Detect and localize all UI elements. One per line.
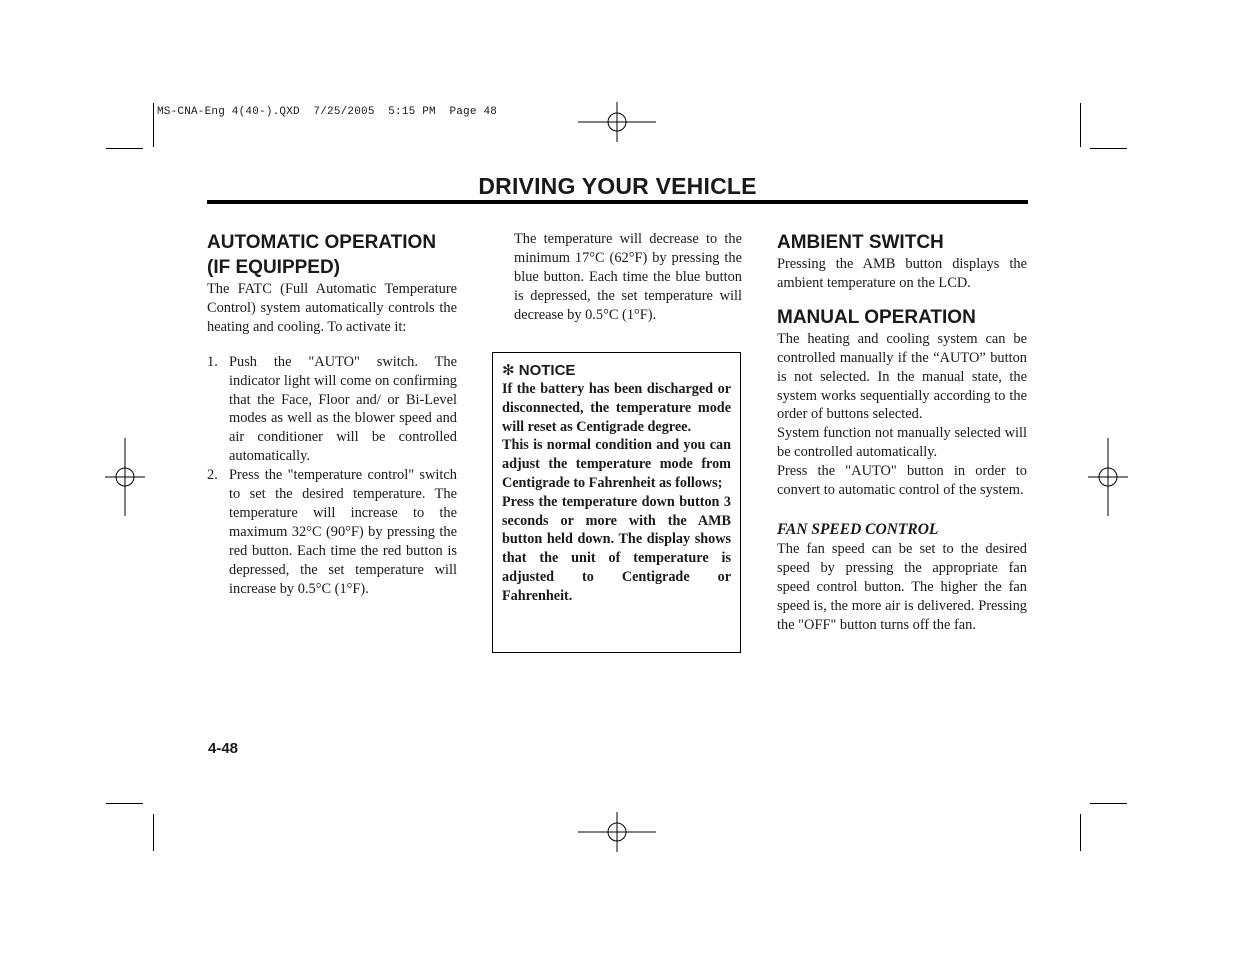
title-rule bbox=[207, 200, 1028, 204]
temperature-decrease-text: The temperature will decrease to the minimum 17°C (62°F) by pressing the blue button. Each time the blue button is depressed, the set temperature will decrease by 0.5°C (1°F). bbox=[514, 231, 742, 323]
activation-steps bbox=[207, 353, 457, 599]
automatic-operation-section bbox=[207, 230, 457, 599]
notice-paragraph: Press the temperature down button 3 seconds or more with the AMB button held down. The display shows that the unit of temperature is adjusted to Centigrade or Fahrenheit. bbox=[502, 493, 731, 604]
list-item: 2. Press the "temperature control" switch to set the desired temperature. The temperature will increase to the maximum 32°C (90°F) by pressing the red button. Each time the red button is depressed, the set temperature will increase by 0.5°C (1°F). bbox=[207, 467, 457, 597]
right-column bbox=[777, 230, 1027, 635]
notice-paragraph: This is normal condition and you can adjust the temperature mode from Centigrade to Fahrenheit as follows; bbox=[502, 437, 731, 491]
notice-symbol-icon: ✻ bbox=[502, 362, 515, 379]
ambient-switch-heading: AMBIENT SWITCH bbox=[777, 232, 944, 253]
page-title: DRIVING YOUR VEHICLE bbox=[478, 173, 757, 199]
print-slug-header: MS-CNA-Eng 4(40-).QXD 7/25/2005 5:15 PM Page 48 bbox=[157, 106, 498, 118]
automatic-operation-heading: AUTOMATIC OPERATION (IF EQUIPPED) bbox=[207, 232, 437, 278]
fan-speed-text: The fan speed can be set to the desired speed by pressing the appropriate fan speed control button. The higher the fan speed is, the more air is delivered. Pressing the "OFF" button turns off the fan. bbox=[777, 540, 1027, 633]
ambient-switch-text: Pressing the AMB button displays the ambient temperature on the LCD. bbox=[777, 256, 1027, 291]
notice-box bbox=[492, 352, 741, 653]
manual-operation-heading: MANUAL OPERATION bbox=[777, 306, 976, 328]
manual-operation-paragraph: The heating and cooling system can be controlled manually if the “AUTO” button is not selected. In the manual state, the system works sequentially according to the order of buttons selected. bbox=[777, 330, 1027, 423]
manual-operation-paragraph: System function not manually selected will be controlled automatically. bbox=[777, 425, 1027, 461]
registration-mark-bottom-icon bbox=[578, 812, 656, 852]
notice-title: ✻ NOTICE bbox=[502, 362, 576, 379]
registration-mark-left-icon bbox=[105, 438, 145, 516]
automatic-operation-intro: The FATC (Full Automatic Temperature Control) system automatically controls the heating and cooling. To activate it: bbox=[207, 281, 457, 335]
fan-speed-heading: FAN SPEED CONTROL bbox=[777, 520, 939, 538]
notice-paragraph: If the battery has been discharged or disconnected, the temperature mode will reset as Centigrade degree. bbox=[502, 381, 731, 435]
page-number: 4-48 bbox=[208, 740, 239, 757]
manual-operation-paragraph: Press the "AUTO" button in order to convert to automatic control of the system. bbox=[777, 463, 1027, 499]
registration-mark-top-icon bbox=[578, 102, 656, 142]
registration-mark-right-icon bbox=[1088, 438, 1128, 516]
list-item: 1. Push the "AUTO" switch. The indicator light will come on confirming that the Face, Floor and/ or Bi-Level modes as well as the blower speed and air conditioner will be controlled automatically. bbox=[207, 353, 457, 465]
